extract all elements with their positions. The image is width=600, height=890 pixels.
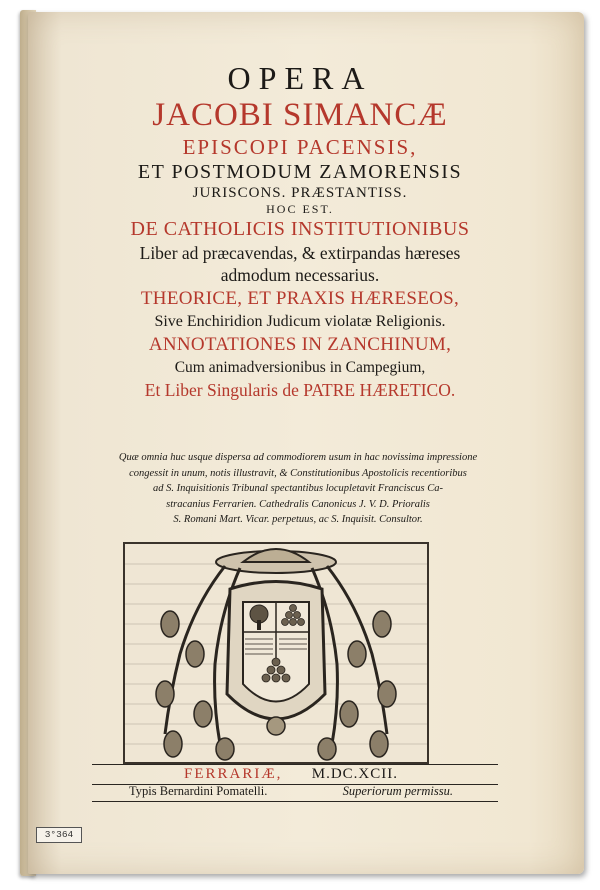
- title-line-annotationes: ANNOTATIONES IN ZANCHINUM,: [148, 334, 452, 355]
- description-line: Quæ omnia huc usque dispersa ad commodiorem usum in hac novissima impressione: [118, 452, 478, 463]
- printer-permission: Superiorum permissu.: [342, 784, 453, 798]
- title-line-episcopi: EPISCOPI PACENSIS,: [182, 135, 418, 159]
- title-line-admodum: admodum necessarius.: [220, 265, 380, 285]
- printer-name: Typis Bernardini Pomatelli.: [129, 784, 268, 798]
- coat-of-arms-icon: [125, 544, 427, 762]
- description-line: S. Romani Mart. Vicar. perpetuus, ac S. Inquisit. Consultor.: [173, 514, 423, 525]
- title-line-juriscons: JURISCONS. PRÆSTANTISS.: [192, 185, 408, 201]
- description-line: congessit in unum, notis illustravit, & Constitutionibus Apostolicis recentioribus: [129, 467, 467, 479]
- imprint-line: [92, 766, 498, 784]
- coat-of-arms-engraving: [123, 542, 429, 764]
- imprint-top-rule: [92, 764, 498, 765]
- shelfmark-label: 3°364: [36, 827, 82, 843]
- title-line-patre-haeretico: [40, 378, 560, 402]
- imprint-year: M.DC.XCII.: [311, 766, 398, 782]
- title-line-theorice: THEORICE, ET PRAXIS HÆRESEOS,: [140, 288, 460, 309]
- title-line-hoc-est: HOC EST.: [266, 202, 334, 216]
- imprint-bottom-rule: [92, 801, 498, 802]
- liber-singularis-text: Et Liber Singularis de: [144, 380, 304, 400]
- title-block: [40, 60, 560, 402]
- imprint-place: FERRARIÆ,: [184, 766, 283, 782]
- title-line-campegium: Cum animadversionibus in Campegium,: [174, 359, 426, 376]
- description-line: stracanius Ferrarien. Cathedralis Canonicus J. V. D. Prioralis: [166, 498, 430, 510]
- title-line-author: JACOBI SIMANCÆ: [152, 97, 448, 133]
- title-line-de-catholicis: DE CATHOLICIS INSTITUTIONIBUS: [130, 218, 470, 240]
- patre-haeretico-text: PATRE HÆRETICO.: [303, 380, 456, 400]
- title-line-opera: OPERA: [227, 60, 373, 96]
- description-line: ad S. Inquisitionis Tribunal spectantibus locupletavit Franciscus Ca-: [153, 483, 443, 494]
- title-line-enchiridion: Sive Enchiridion Judicum violatæ Religionis.: [154, 313, 446, 330]
- title-line-zamorensis: ET POSTMODUM ZAMORENSIS: [137, 161, 463, 183]
- description-paragraph: [78, 450, 518, 528]
- title-line-liber: Liber ad præcavendas, & extirpandas hæreses: [139, 243, 461, 263]
